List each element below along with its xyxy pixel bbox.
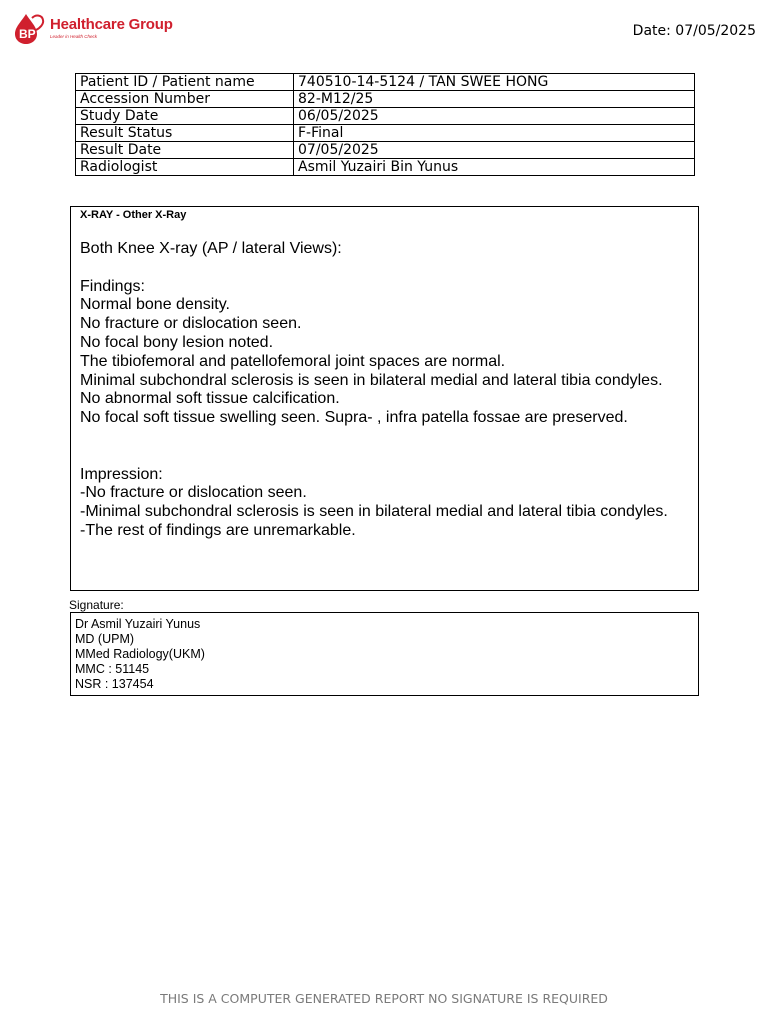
table-row [76, 91, 695, 108]
info-value: 07/05/2025 [294, 142, 695, 159]
info-label: Radiologist [76, 159, 294, 176]
info-label: Result Date [76, 142, 294, 159]
report-section [70, 206, 699, 591]
logo-tagline: Leader in Health Check [50, 34, 98, 39]
signature-label: Signature: [69, 598, 124, 612]
svg-text:BP: BP [19, 27, 36, 41]
info-label: Result Status [76, 125, 294, 142]
info-label: Patient ID / Patient name [76, 74, 294, 91]
table-row [76, 142, 695, 159]
report-heading: X-RAY - Other X-Ray [80, 209, 187, 221]
table-row [76, 159, 695, 176]
table-row [76, 125, 695, 142]
info-value: F-Final [294, 125, 695, 142]
patient-info-table [75, 73, 695, 176]
signature-box [70, 612, 699, 696]
table-row [76, 108, 695, 125]
info-value: Asmil Yuzairi Bin Yunus [294, 159, 695, 176]
footer-note: THIS IS A COMPUTER GENERATED REPORT NO SIGNATURE IS REQUIRED [160, 991, 608, 1006]
info-value: 06/05/2025 [294, 108, 695, 125]
report-body: Both Knee X-ray (AP / lateral Views): Findings: Normal bone density. No fracture or dislocation seen. No focal bony lesion noted. The tibiofemoral and patellofemoral joint spaces are normal. Minimal subchondral sclerosis is seen in bilateral medial and lateral tibia condyles. No abnormal soft tissue calcification. No focal soft tissue swelling seen. Supra- , infra patella fossae are preserved. Impression: -No fracture or dislocation seen. -Minimal subchondral sclerosis is seen in bilateral medial and lateral tibia condyles. -The rest of findings are unremarkable. [80, 240, 668, 539]
signature-details: Dr Asmil Yuzairi Yunus MD (UPM) MMed Radiology(UKM) MMC : 51145 NSR : 137454 [75, 617, 205, 691]
logo-text: Healthcare Group [50, 16, 173, 33]
info-label: Accession Number [76, 91, 294, 108]
info-label: Study Date [76, 108, 294, 125]
report-date: Date: 07/05/2025 [632, 23, 756, 39]
table-row [76, 74, 695, 91]
info-value: 82-M12/25 [294, 91, 695, 108]
info-value: 740510-14-5124 / TAN SWEE HONG [294, 74, 695, 91]
